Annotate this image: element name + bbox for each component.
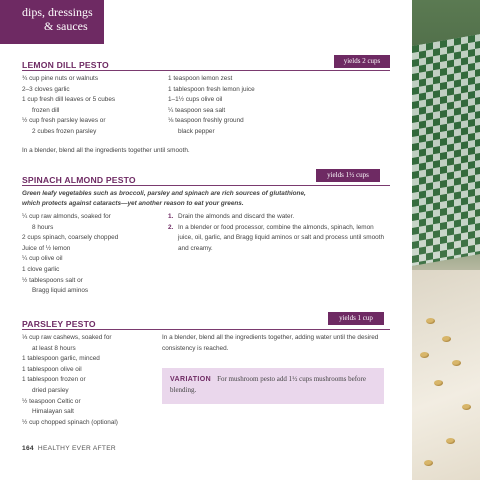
yield-tab: yields 1½ cups [316, 169, 380, 182]
section-title-line1: dips, dressings [22, 5, 93, 19]
ingredient-item: ¼ cup olive oil [22, 255, 63, 263]
section-title-line2: & sauces [44, 19, 88, 33]
ingredient-list [22, 333, 162, 428]
ingredient-item: ½ cup chopped spinach (optional) [22, 418, 118, 426]
variation-box [162, 368, 384, 404]
ingredient-item: ¼ teaspoon sea salt [168, 106, 226, 114]
ingredient-item: ⅓ cup raw cashews, soaked for [22, 334, 112, 341]
ingredient-item: 2 cubes frozen parsley [32, 127, 97, 135]
ingredient-item: 1 tablespoon garlic, minced [22, 355, 100, 363]
title-rule [22, 329, 390, 330]
pine-nut [420, 352, 429, 358]
ingredient-item: 1 tablespoon olive oil [22, 365, 82, 373]
ingredient-item: ½ tablespoons salt or [22, 276, 83, 284]
pine-nut [442, 336, 451, 342]
step-item [168, 223, 388, 255]
recipe-title: LEMON DILL PESTO [22, 60, 109, 70]
variation-label: VARIATION [170, 376, 212, 383]
pine-nut [446, 438, 455, 444]
ingredient-item: ¾ cup pine nuts or walnuts [22, 75, 99, 82]
page-number: 164 [22, 445, 34, 452]
ingredient-item: black pepper [178, 127, 215, 135]
ingredient-list-right [168, 74, 308, 138]
page-footer [22, 445, 116, 452]
pine-nut [426, 318, 435, 324]
ingredient-item: Himalayan salt [32, 408, 74, 416]
ingredient-item: ½ cup fresh parsley leaves or [22, 117, 106, 125]
title-rule [22, 70, 390, 71]
ingredient-item: 2–3 cloves garlic [22, 85, 70, 93]
pine-nut [452, 360, 461, 366]
ingredient-item: ½ teaspoon Celtic or [22, 397, 81, 405]
ingredient-item: ⅛ teaspoon freshly ground [168, 117, 244, 125]
pine-nut [462, 404, 471, 410]
book-title: HEALTHY EVER AFTER [37, 445, 116, 452]
recipe-title: PARSLEY PESTO [22, 319, 96, 329]
method-text: In a blender, blend all the ingredients together, adding water until the desired consistency is reached. [162, 334, 379, 352]
step-list [168, 212, 388, 254]
food-photo [412, 0, 480, 480]
recipe-title: SPINACH ALMOND PESTO [22, 175, 136, 185]
section-banner [0, 0, 104, 44]
ingredient-item: dried parsley [32, 386, 69, 394]
ingredient-list [22, 212, 164, 297]
ingredient-item: ¼ cup raw almonds, soaked for [22, 213, 111, 220]
ingredient-item: 1 tablespoon frozen or [22, 376, 86, 384]
ingredient-item: Juice of ½ lemon [22, 244, 71, 252]
step-text: Drain the almonds and discard the water. [178, 213, 295, 220]
ingredient-item: 1 clove garlic [22, 265, 60, 273]
yield-tab: yields 1 cup [328, 312, 384, 325]
recipe-intro: Green leafy vegetables such as broccoli, parsley and spinach are rich sources of glutathione, which protects against cataracts—yet another reason to eat your greens. [22, 190, 306, 207]
yield-tab: yields 2 cups [334, 55, 390, 68]
ingredient-list-left [22, 74, 162, 138]
stone-surface [412, 270, 480, 480]
step-number: 2. [168, 223, 174, 231]
pine-nut [424, 460, 433, 466]
ingredient-item: 1 teaspoon lemon zest [168, 75, 233, 82]
ingredient-item: 8 hours [32, 223, 54, 231]
step-number: 1. [168, 213, 174, 220]
ingredient-item: Bragg liquid aminos [32, 287, 89, 295]
ingredient-item: 1 tablespoon fresh lemon juice [168, 85, 255, 93]
title-rule [22, 185, 390, 186]
ingredient-item: 1 cup fresh dill leaves or 5 cubes [22, 96, 116, 104]
method-text: In a blender, blend all the ingredients together until smooth. [22, 147, 190, 154]
checkered-cloth [412, 34, 480, 266]
pine-nut [434, 380, 443, 386]
ingredient-item: frozen dill [32, 106, 60, 114]
ingredient-item: 1–1½ cups olive oil [168, 96, 223, 104]
ingredient-item: 2 cups spinach, coarsely chopped [22, 234, 119, 242]
variation-text: For mushroom pesto add 1½ cups mushrooms before blending. [170, 375, 366, 394]
step-item [168, 212, 388, 223]
ingredient-item: at least 8 hours [32, 344, 76, 352]
step-text: In a blender or food processor, combine the almonds, spinach, lemon juice, oil, garlic, and Bragg liquid aminos or salt and process until smooth and creamy. [178, 223, 385, 252]
